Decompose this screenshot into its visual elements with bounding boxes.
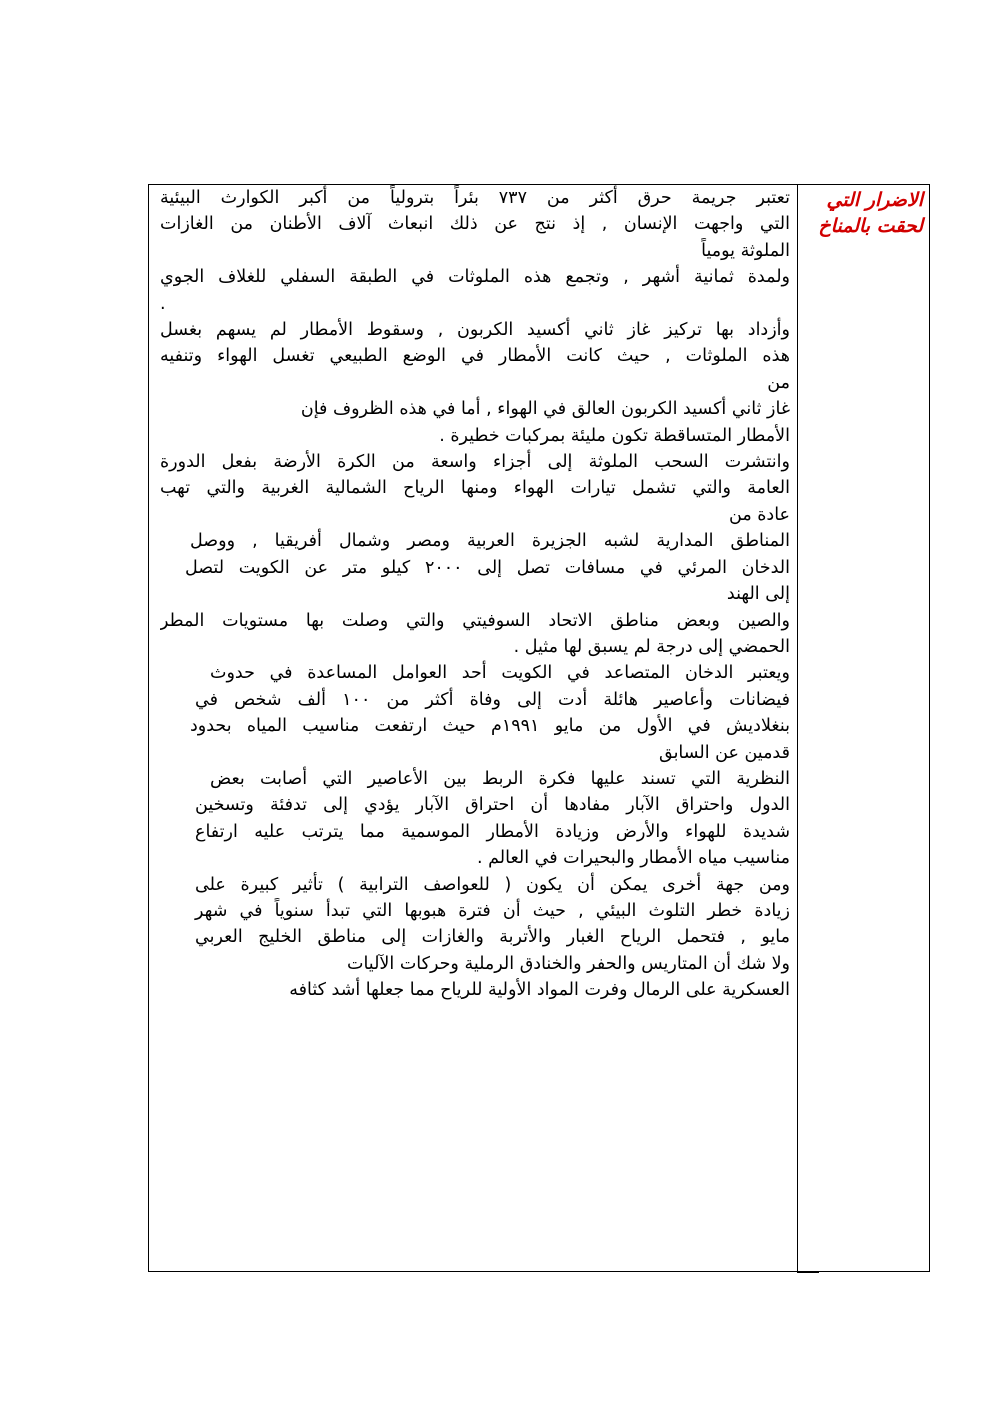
text-line: مناسيب مياه الأمطار والبحيرات في العالم .	[477, 848, 790, 869]
text-line: ومن جهة أخرى يمكن أن يكون ( للعواصف الترابية ) تأثير كبيرة على	[195, 874, 790, 895]
text-line: المناطق المدارية لشبه الجزيرة العربية ومصر وشمال أفريقيا , ووصل	[190, 531, 790, 552]
column-divider	[797, 185, 798, 1271]
text-line: إلى الهند	[726, 584, 790, 605]
text-line: عادة من	[729, 504, 790, 525]
text-line: من	[767, 372, 790, 393]
body-text-cell	[149, 185, 797, 1004]
text-line: والصين وبعض مناطق الاتحاد السوفيتي والتي وصلت بها مستويات المطر	[160, 610, 790, 631]
section-heading-line-2: لحقت بالمناخ	[818, 215, 923, 237]
text-line: ولمدة ثمانية أشهر , وتجمع هذه الملوثات في الطبقة السفلي للغلاف الجوي	[160, 267, 790, 288]
text-line: هذه الملوثات , حيث كانت الأمطار في الوضع الطبيعي تغسل الهواء وتنفيه	[160, 346, 790, 367]
text-line: ويعتبر الدخان المتصاعد في الكويت أحد العوامل المساعدة في حدوث	[210, 663, 790, 684]
heading-cell	[797, 185, 929, 239]
text-line: تعتبر جريمة حرق أكثر من ٧٣٧ بئراً بترولياً من أكبر الكوارث البيئية	[160, 188, 790, 208]
text-line: وأزداد بها تركيز غاز ثاني أكسيد الكربون , وسقوط الأمطار لم يسهم بغسل	[160, 320, 790, 341]
text-line: .	[160, 293, 166, 314]
text-line: وانتشرت السحب الملوثة إلى أجزاء واسعة من الكرة الأرضة بفعل الدورة	[160, 452, 790, 473]
text-line: الملوثة يومياً	[701, 240, 790, 261]
text-line: مايو , فتحمل الرياح الغبار والأتربة والغازات إلى مناطق الخليج العربي	[195, 927, 790, 948]
text-line: ولا شك أن المتاريس والحفر والخنادق الرملية وحركات الآليات	[347, 953, 790, 974]
text-line: زيادة خطر التلوث البيئي , حيث أن فترة هبوبها التي تبدأ سنوياً في شهر	[195, 900, 790, 921]
text-line: العامة والتي تشمل تيارات الهواء ومنها الرياح الشمالية الغربية والتي تهب	[160, 478, 790, 499]
text-line: شديدة للهواء والأرض وزيادة الأمطار الموسمية مما يترتب عليه ارتفاع	[195, 821, 790, 842]
text-line: العسكرية على الرمال وفرت المواد الأولية للرياح مما جعلها أشد كثافه	[289, 980, 790, 1001]
underline-mark	[797, 1271, 819, 1273]
text-line: التي واجهت الإنسان , إذ نتج عن ذلك انبعاث آلاف الأطنان من الغازات	[160, 214, 790, 235]
text-line: النظرية التي تسند عليها فكرة الربط بين الأعاصير التي أصابت بعض	[210, 768, 790, 789]
text-line: الدخان المرئي في مسافات تصل إلى ٢٠٠٠ كيلو متر عن الكويت لتصل	[185, 557, 790, 578]
text-line: فيضانات وأعاصير هائلة أدت إلى وفاة أكثر من ١٠٠ ألف شخص في	[195, 689, 790, 710]
text-line: بنغلاديش في الأول من مايو ١٩٩١م حيث ارتفعت مناسيب المياه بحدود	[190, 716, 790, 737]
section-heading-line-1: الاضرار التي	[826, 189, 923, 211]
content-table	[148, 184, 930, 1272]
text-line: الحمضي إلى درجة لم يسبق لها مثيل .	[513, 636, 790, 657]
text-line: الأمطار المتساقطة تكون مليئة بمركبات خطيرة .	[439, 425, 790, 446]
text-line: غاز ثاني أكسيد الكربون العالق في الهواء , أما في هذه الظروف فإن	[300, 399, 790, 420]
text-line: قدمين عن السابق	[658, 742, 790, 763]
text-line: الدول واحتراق الآبار مفادها أن احتراق الآبار يؤدي إلى تدفئة وتسخين	[195, 795, 790, 816]
